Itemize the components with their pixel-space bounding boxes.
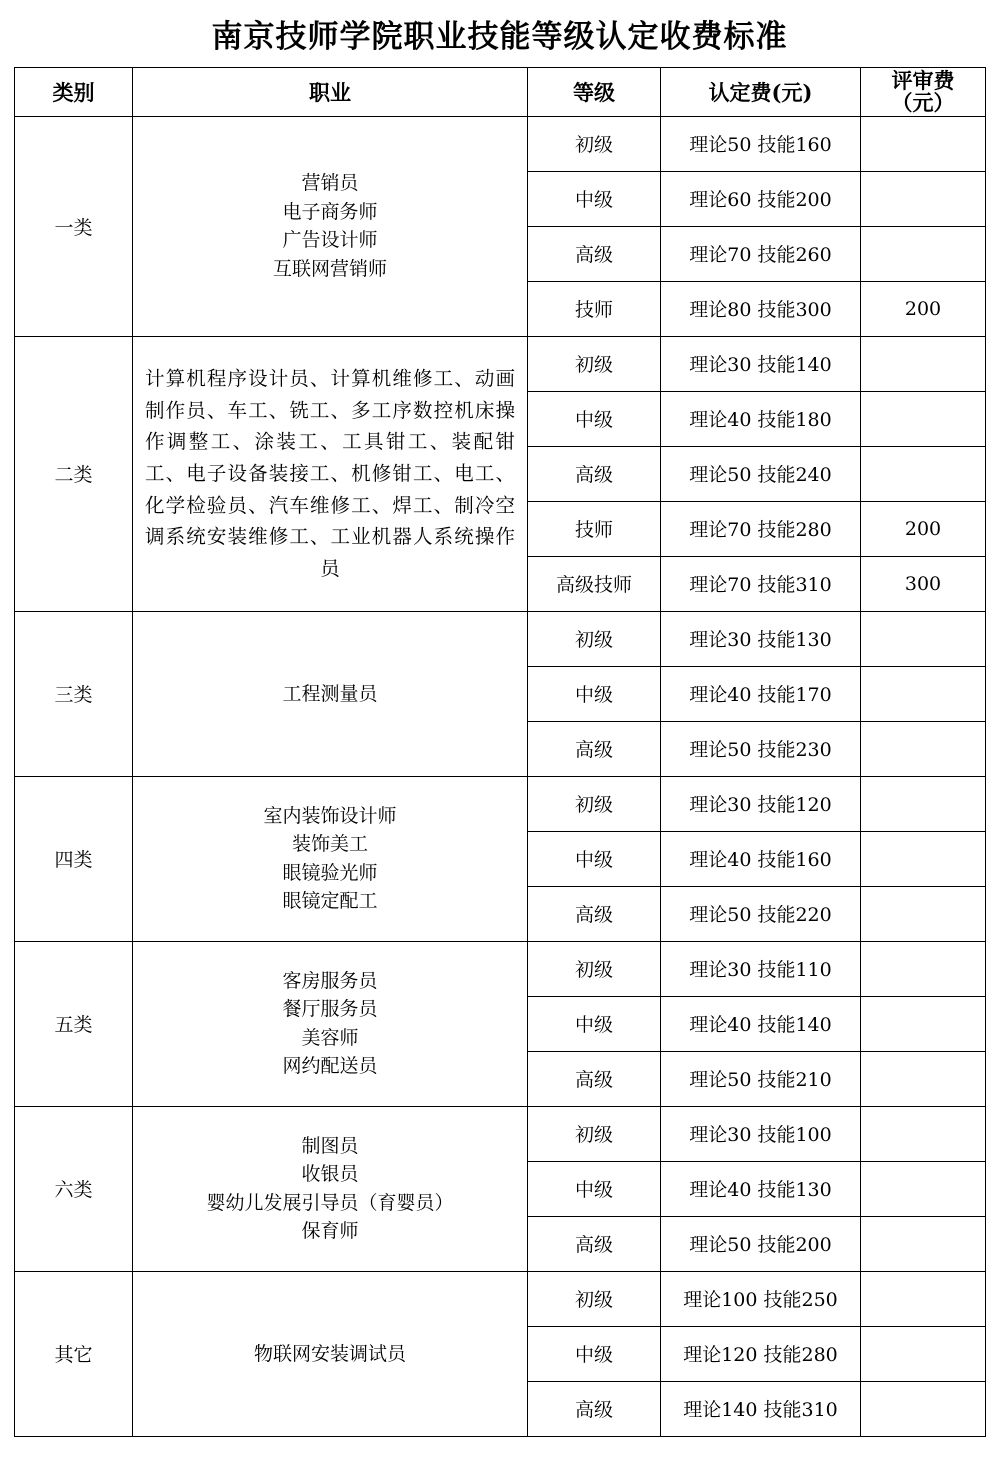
level-cell: 初级 (528, 1271, 661, 1326)
certification-fee-cell: 理论50 技能210 (661, 1051, 861, 1106)
certification-fee-cell: 理论30 技能110 (661, 941, 861, 996)
occupation-line: 制图员 (301, 1134, 359, 1157)
category-cell: 其它 (15, 1271, 133, 1436)
table-row (15, 336, 986, 391)
review-fee-cell (861, 721, 986, 776)
occupation-line: 客房服务员 (282, 969, 378, 992)
occupation-cell: 计算机程序设计员、计算机维修工、动画制作员、车工、铣工、多工序数控机床操作调整工、涂装工、工具钳工、装配钳工、电子设备装接工、机修钳工、电工、化学检验员、汽车维修工、焊工、制冷空调系统安装维修工、工业机器人系统操作员 (133, 336, 528, 611)
occupation-line: 装饰美工 (291, 833, 368, 856)
certification-fee-cell: 理论50 技能240 (661, 446, 861, 501)
category-cell: 二类 (15, 336, 133, 611)
certification-fee-cell: 理论70 技能280 (661, 501, 861, 556)
table-row (15, 776, 986, 831)
level-cell: 高级 (528, 1381, 661, 1436)
review-fee-cell (861, 1271, 986, 1326)
level-cell: 初级 (528, 611, 661, 666)
level-cell: 中级 (528, 666, 661, 721)
occupation-line: 收银员 (301, 1163, 359, 1186)
certification-fee-cell: 理论40 技能160 (661, 831, 861, 886)
certification-fee-cell: 理论30 技能140 (661, 336, 861, 391)
review-fee-cell (861, 1106, 986, 1161)
level-cell: 技师 (528, 501, 661, 556)
table-row (15, 1271, 986, 1326)
column-header-occupation: 职业 (133, 67, 528, 116)
occupation-line: 广告设计师 (282, 229, 378, 252)
review-fee-cell (861, 336, 986, 391)
review-fee-cell (861, 226, 986, 281)
column-header-certification-fee: 认定费(元) (661, 67, 861, 116)
certification-fee-cell: 理论40 技能180 (661, 391, 861, 446)
review-fee-cell (861, 776, 986, 831)
review-fee-cell (861, 171, 986, 226)
occupation-cell: 物联网安装调试员 (133, 1271, 528, 1436)
level-cell: 中级 (528, 391, 661, 446)
review-fee-cell (861, 1216, 986, 1271)
certification-fee-cell: 理论30 技能130 (661, 611, 861, 666)
occupation-line: 电子商务师 (282, 200, 378, 223)
certification-fee-cell: 理论60 技能200 (661, 171, 861, 226)
column-header-category: 类别 (15, 67, 133, 116)
review-fee-cell (861, 666, 986, 721)
certification-fee-cell: 理论120 技能280 (661, 1326, 861, 1381)
review-fee-label-line2: （元） (891, 89, 955, 115)
category-cell: 三类 (15, 611, 133, 776)
review-fee-cell (861, 1051, 986, 1106)
certification-fee-cell: 理论80 技能300 (661, 281, 861, 336)
level-cell: 中级 (528, 171, 661, 226)
level-cell: 高级 (528, 1216, 661, 1271)
table-header (15, 67, 986, 116)
certification-fee-cell: 理论70 技能310 (661, 556, 861, 611)
review-fee-cell (861, 611, 986, 666)
occupation-cell (133, 776, 528, 941)
review-fee-cell: 300 (861, 556, 986, 611)
level-cell: 高级 (528, 886, 661, 941)
certification-fee-cell: 理论50 技能160 (661, 116, 861, 171)
level-cell: 中级 (528, 996, 661, 1051)
certification-fee-cell: 理论100 技能250 (661, 1271, 861, 1326)
occupation-line: 互联网营销师 (272, 257, 387, 280)
certification-fee-cell: 理论30 技能100 (661, 1106, 861, 1161)
occupation-line: 营销员 (301, 172, 359, 195)
occupation-line: 网约配送员 (282, 1055, 378, 1078)
level-cell: 初级 (528, 1106, 661, 1161)
review-fee-cell (861, 1381, 986, 1436)
table-header-row (15, 67, 986, 116)
review-fee-cell: 200 (861, 281, 986, 336)
column-header-level: 等级 (528, 67, 661, 116)
table-row (15, 611, 986, 666)
occupation-line: 婴幼儿发展引导员（育婴员） (206, 1191, 454, 1214)
fee-standard-table (14, 67, 986, 1437)
certification-fee-cell: 理论40 技能170 (661, 666, 861, 721)
occupation-line: 美容师 (301, 1026, 359, 1049)
review-fee-cell (861, 831, 986, 886)
occupation-line: 眼镜验光师 (282, 861, 378, 884)
category-cell: 四类 (15, 776, 133, 941)
table-row (15, 116, 986, 171)
level-cell: 中级 (528, 1161, 661, 1216)
review-fee-cell (861, 116, 986, 171)
level-cell: 初级 (528, 116, 661, 171)
level-cell: 高级 (528, 226, 661, 281)
review-fee-cell (861, 886, 986, 941)
table-row (15, 941, 986, 996)
review-fee-cell: 200 (861, 501, 986, 556)
review-fee-label-line1: 评审费 (891, 67, 955, 93)
occupation-cell (133, 1106, 528, 1271)
certification-fee-cell: 理论40 技能130 (661, 1161, 861, 1216)
certification-fee-cell: 理论50 技能200 (661, 1216, 861, 1271)
certification-fee-cell: 理论140 技能310 (661, 1381, 861, 1436)
level-cell: 初级 (528, 941, 661, 996)
level-cell: 高级 (528, 721, 661, 776)
level-cell: 技师 (528, 281, 661, 336)
occupation-line: 保育师 (301, 1220, 359, 1243)
occupation-cell: 工程测量员 (133, 611, 528, 776)
page-title: 南京技师学院职业技能等级认定收费标准 (211, 19, 788, 55)
review-fee-cell (861, 996, 986, 1051)
review-fee-cell (861, 391, 986, 446)
certification-fee-cell: 理论70 技能260 (661, 226, 861, 281)
column-header-review-fee (861, 67, 986, 116)
level-cell: 高级 (528, 446, 661, 501)
category-cell: 一类 (15, 116, 133, 336)
category-cell: 五类 (15, 941, 133, 1106)
table-body (15, 116, 986, 1436)
certification-fee-cell: 理论40 技能140 (661, 996, 861, 1051)
level-cell: 高级 (528, 1051, 661, 1106)
level-cell: 初级 (528, 776, 661, 831)
level-cell: 高级技师 (528, 556, 661, 611)
certification-fee-cell: 理论30 技能120 (661, 776, 861, 831)
table-row (15, 1106, 986, 1161)
occupation-line: 室内装饰设计师 (263, 804, 397, 827)
review-fee-cell (861, 446, 986, 501)
level-cell: 初级 (528, 336, 661, 391)
certification-fee-cell: 理论50 技能220 (661, 886, 861, 941)
level-cell: 中级 (528, 831, 661, 886)
review-fee-cell (861, 1161, 986, 1216)
level-cell: 中级 (528, 1326, 661, 1381)
review-fee-cell (861, 941, 986, 996)
category-cell: 六类 (15, 1106, 133, 1271)
occupation-line: 餐厅服务员 (282, 998, 378, 1021)
review-fee-cell (861, 1326, 986, 1381)
occupation-cell (133, 941, 528, 1106)
occupation-cell (133, 116, 528, 336)
certification-fee-cell: 理论50 技能230 (661, 721, 861, 776)
occupation-line: 眼镜定配工 (282, 890, 378, 913)
